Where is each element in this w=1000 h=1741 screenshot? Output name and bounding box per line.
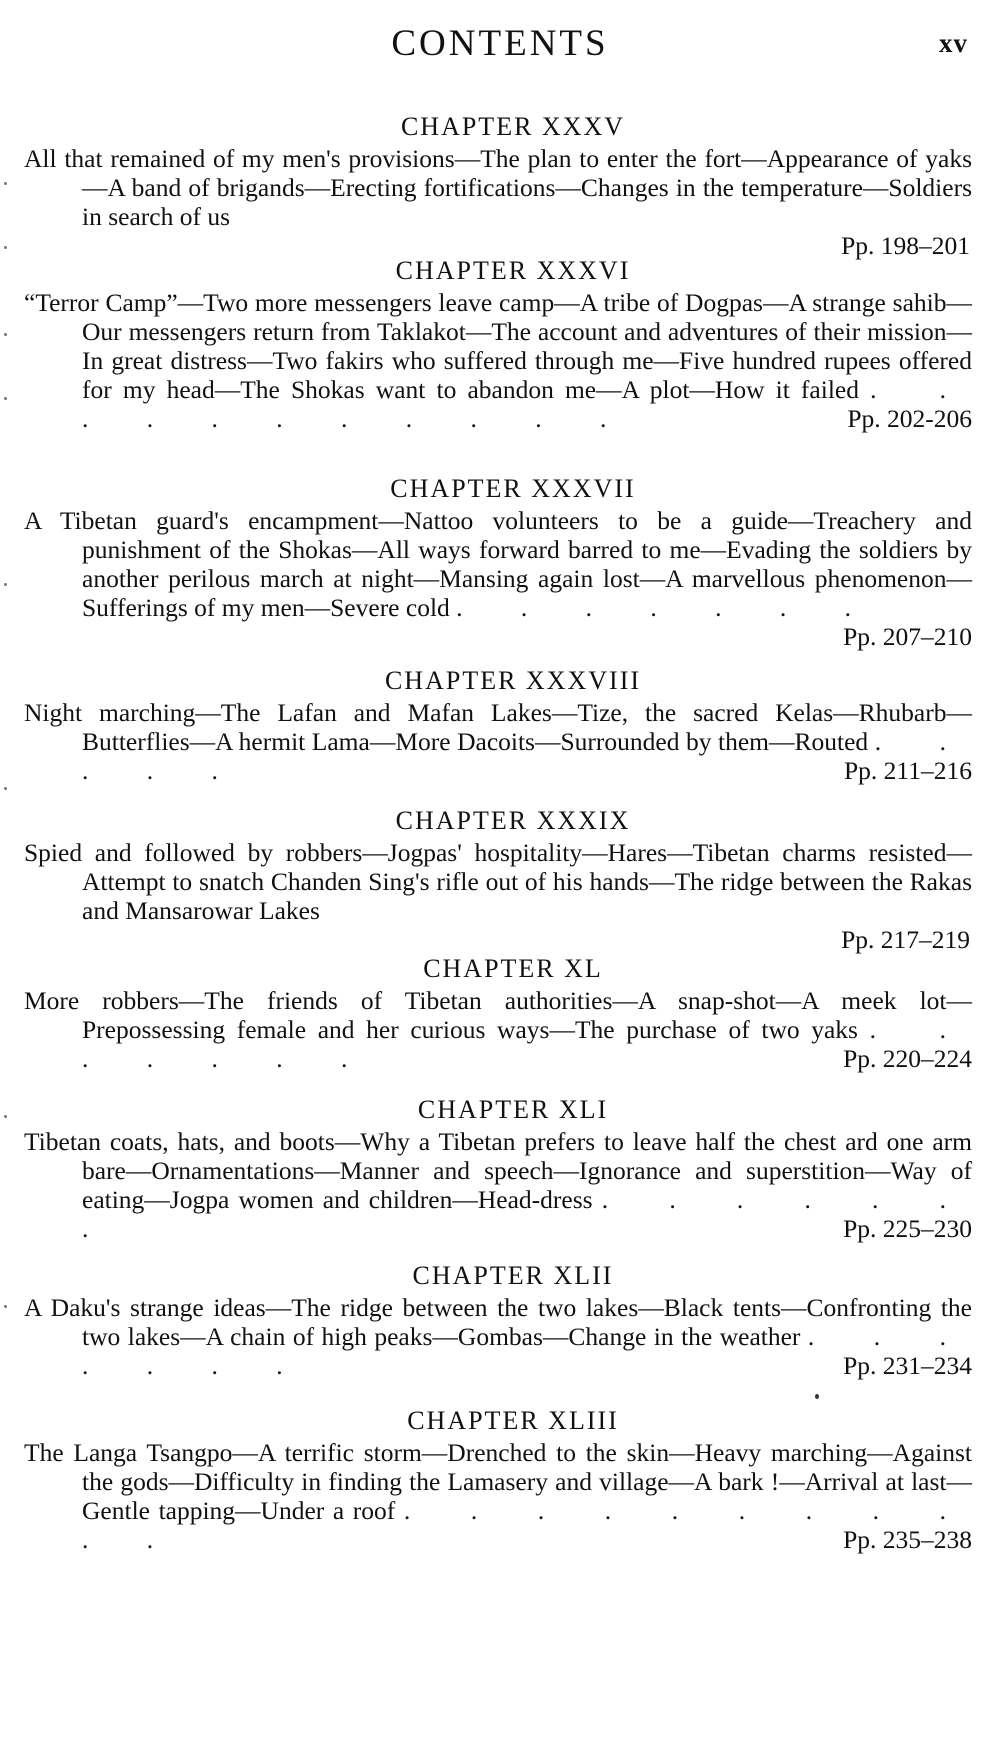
page-title: CONTENTS xyxy=(391,23,609,64)
scan-speck xyxy=(4,333,7,336)
chapter-entry xyxy=(24,952,972,1073)
scan-speck xyxy=(4,246,7,249)
chapter-summary xyxy=(24,1127,972,1243)
dot-leader: . . . . . . . xyxy=(82,1322,972,1380)
chapter-entry xyxy=(24,254,972,433)
page-range: Pp. 217–219 xyxy=(841,925,970,954)
scan-speck xyxy=(4,583,7,586)
dot-leader: . . . . . xyxy=(82,727,972,785)
chapter-heading: CHAPTER XLII xyxy=(412,1261,614,1290)
scan-speck xyxy=(4,787,7,790)
chapter-heading: CHAPTER XLI xyxy=(417,1095,609,1124)
page-number: xv xyxy=(939,28,968,58)
chapter-summary xyxy=(24,986,972,1073)
chapter-summary-text: A Tibetan guard's encampment—Nattoo volunteers to be a guide—Treachery and punishment of the Shokas—All ways forward barred to me—Evading the soldiers by another perilous march at night—Mansing again lost—A marvellous phenomenon—Sufferings of my men—Severe cold xyxy=(24,506,972,622)
chapter-summary-text: Night marching—The Lafan and Mafan Lakes—Tize, the sacred Kelas—Rhubarb—Butterflies—A hermit Lama—More Dacoits—Surrounded by them—Routed xyxy=(24,698,972,756)
chapter-summary: Spied and followed by robbers—Jogpas' hospitality—Hares—Tibetan charms resisted—Attempt to snatch Chanden Sing's rifle out of his hands—The ridge between the Rakas and Mansarowar Lakes xyxy=(24,838,972,925)
chapter-summary-text: Tibetan coats, hats, and boots—Why a Tibetan prefers to leave half the chest ard one arm bare—Ornamentations—Manner and speech—Ignorance and superstition—Way of eating—Jogpa women and children—Head-dress xyxy=(24,1127,972,1214)
dot-leader: . . . . . . . . . . . xyxy=(82,375,973,433)
running-head xyxy=(0,22,1000,72)
dot-leader: . . . . . . . xyxy=(456,593,878,622)
chapter-summary-text: A Daku's strange ideas—The ridge between the two lakes—Black tents—Confronting the two lakes—A chain of high peaks—Gombas—Change in the weather xyxy=(24,1293,972,1351)
chapter-summary xyxy=(24,1438,972,1554)
scan-speck xyxy=(4,1305,7,1308)
chapter-heading: CHAPTER XXXVIII xyxy=(384,666,642,695)
chapter-entry xyxy=(24,472,972,651)
scan-speck xyxy=(4,1115,7,1118)
chapter-summary-text: The Langa Tsangpo—A terrific storm—Drenched to the skin—Heavy marching—Against the gods—Difficulty in finding the Lamasery and village—A bark !—Arrival at last—Gentle tapping—Under a roof xyxy=(24,1438,972,1525)
chapter-summary xyxy=(24,506,972,651)
dot-leader: . . . . . . . xyxy=(82,1015,973,1073)
chapter-summary xyxy=(24,698,972,785)
chapter-entry xyxy=(24,1093,972,1243)
chapter-entry xyxy=(24,664,972,785)
page-range: Pp. 211–216 xyxy=(844,756,972,785)
chapter-heading: CHAPTER XXXVII xyxy=(390,474,636,503)
page-range: Pp. 235–238 xyxy=(843,1525,972,1554)
dot-leader: . . . . . . . . . . . xyxy=(82,1496,972,1554)
page-range: Pp. 225–230 xyxy=(843,1214,972,1243)
chapter-heading: CHAPTER XXXVI xyxy=(395,256,631,285)
chapter-summary: All that remained of my men's provisions—The plan to enter the fort—Appearance of yaks—A band of brigands—Erecting fortifications—Changes in the temperature—Soldiers in search of us xyxy=(24,144,972,231)
ink-speck xyxy=(815,1394,819,1399)
scan-speck xyxy=(4,397,7,400)
chapter-heading: CHAPTER XL xyxy=(423,954,603,983)
chapter-summary-text: More robbers—The friends of Tibetan authorities—A snap-shot—A meek lot—Prepossessing female and her curious ways—The purchase of two yaks xyxy=(24,986,972,1044)
scan-speck xyxy=(4,182,7,185)
dot-leader: . . . . . . . xyxy=(82,1185,973,1243)
page-range: Pp. 220–224 xyxy=(843,1044,972,1073)
chapter-heading: CHAPTER XLIII xyxy=(407,1406,619,1435)
chapter-entry xyxy=(24,110,972,260)
chapter-summary xyxy=(24,1293,972,1380)
chapter-summary xyxy=(24,288,972,433)
page-range: Pp. 207–210 xyxy=(843,622,972,651)
chapter-heading: CHAPTER XXXV xyxy=(400,112,626,141)
chapter-summary-text: “Terror Camp”—Two more messengers leave camp—A tribe of Dogpas—A strange sahib—Our messengers return from Taklakot—The account and adventures of their mission—In great distress—Two fakirs who suffered through me—Five hundred rupees offered for my head—The Shokas want to abandon me—A plot—How it failed xyxy=(24,288,972,404)
chapter-entry xyxy=(24,1404,972,1554)
chapter-heading: CHAPTER XXXIX xyxy=(395,806,631,835)
page-range: Pp. 231–234 xyxy=(843,1351,972,1380)
page-range: Pp. 202-206 xyxy=(847,404,972,433)
chapter-entry xyxy=(24,1259,972,1380)
chapter-entry xyxy=(24,804,972,954)
page-range: Pp. 198–201 xyxy=(841,231,970,260)
